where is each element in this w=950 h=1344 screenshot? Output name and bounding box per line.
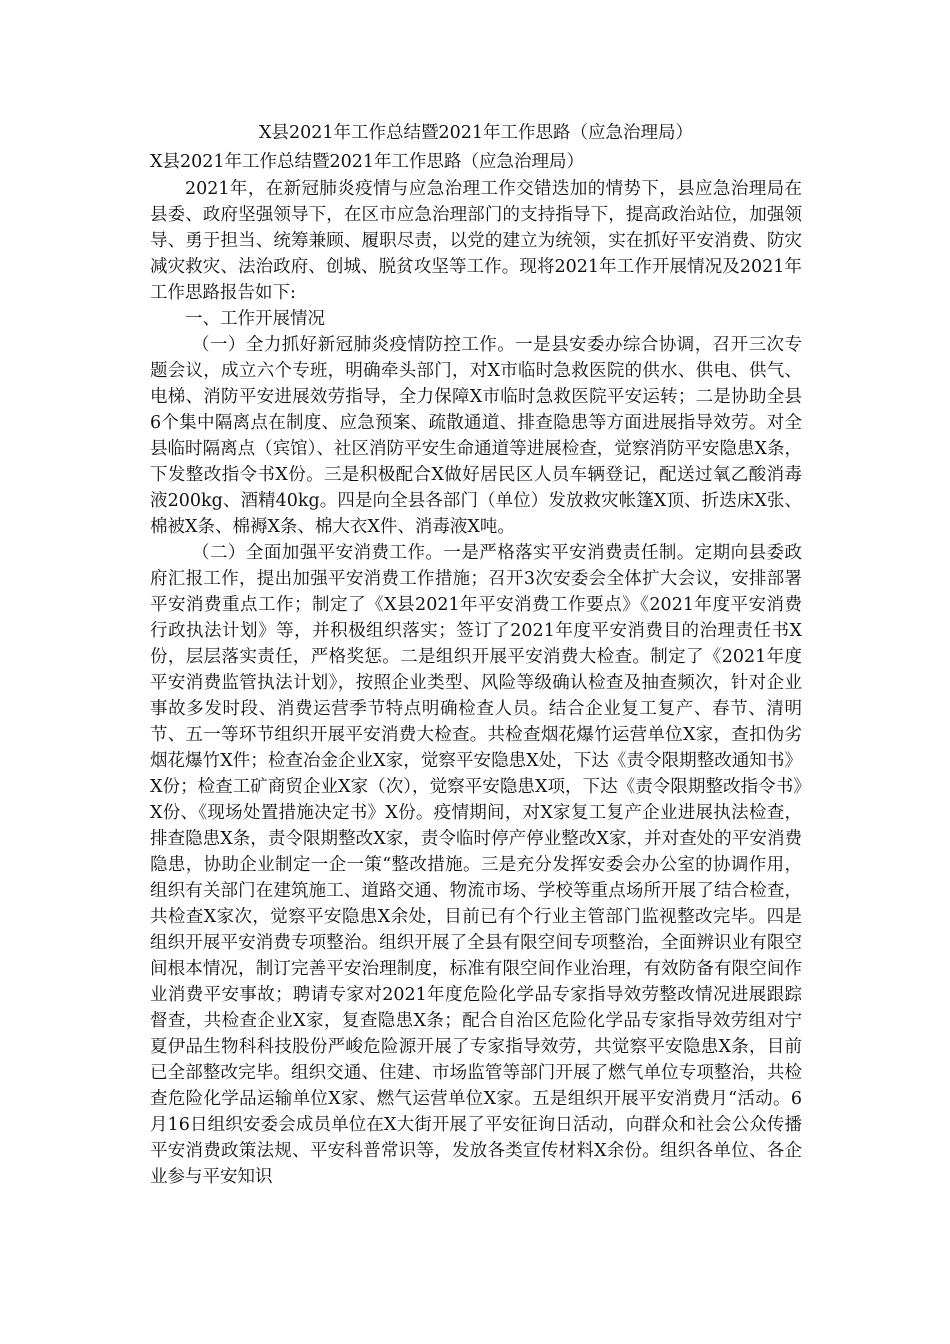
- document-page: [150, 118, 802, 1190]
- paragraph-safety-production: （二）全面加强平安消费工作。一是严格落实平安消费责任制。定期向县委政府汇报工作，提出加强平安消费工作措施；召开3次安委会全体扩大会议，安排部署平安消费重点工作；制定了《X县2021年平安消费工作要点》《2021年度平安消费行政执法计划》等，并积极组织落实；签订了2021年度平安消费目的治理责任书X份，层层落实责任，严格奖惩。二是组织开展平安消费大检查。制定了《2021年度平安消费监管执法计划》，按照企业类型、风险等级确认检查及抽查频次，针对企业事故多发时段、消费运营季节特点明确检查人员。结合企业复工复产、春节、清明节、五一等环节组织开展平安消费大检查。共检查烟花爆竹运营单位X家，查扣伪劣烟花爆竹X件；检查冶金企业X家，觉察平安隐患X处，下达《责令限期整改通知书》X份；检查工矿商贸企业X家（次），觉察平安隐患X项，下达《责令限期整改指令书》X份、《现场处置措施决定书》X份。疫情期间，对X家复工复产企业进展执法检查，排查隐患X条，责令限期整改X家，责令临时停产停业整改X家，并对查处的平安消费隐患，协助企业制定一企一策“整改措施。三是充分发挥安委会办公室的协调作用，组织有关部门在建筑施工、道路交通、物流市场、学校等重点场所开展了结合检查，共检查X家次，觉察平安隐患X余处，目前已有个行业主管部门监视整改完毕。四是组织开展平安消费专项整治。组织开展了全县有限空间专项整治，全面辨识业有限空间根本情况，制订完善平安治理制度，标准有限空间作业治理，有效防备有限空间作业消费平安事故；聘请专家对2021年度危险化学品专家指导效劳整改情况进展跟踪督查，共检查企业X家，复查隐患X条；配合自治区危险化学品专家指导效劳组对宁夏伊品生物科科技股份严峻危险源开展了专家指导效劳，共觉察平安隐患X条，目前已全部整改完毕。组织交通、住建、市场监管等部门开展了燃气单位专项整治，共检查危险化学品运输单位X家、燃气运营单位X家。五是组织开展平安消费月“活动。6月16日组织安委会成员单位在X大街开展了平安征询日活动，向群众和社会公众传播平安消费政策法规、平安科普常识等，发放各类宣传材料X余份。组织各单位、各企业参与平安知识: [150, 543, 802, 1187]
- document-title: X县2021年工作总结暨2021年工作思路（应急治理局）: [258, 123, 694, 143]
- intro-paragraph: 2021年，在新冠肺炎疫情与应急治理工作交错迭加的情势下，县应急治理局在县委、政府坚强领导下，在区市应急治理部门的支持指导下，提高政治站位，加强领导、勇于担当、统筹兼顾、履职尽责，以党的建立为统领，实在抓好平安消费、防灾减灾救灾、法治政府、创城、脱贫攻坚等工作。现将2021年工作开展情况及2021年工作思路报告如下:: [150, 179, 802, 303]
- paragraph-epidemic-control: （一）全力抓好新冠肺炎疫情防控工作。一是县安委办综合协调，召开三次专题会议，成立六个专班，明确牵头部门，对X市临时急救医院的供水、供电、供气、电梯、消防平安进展效劳指导，全力保障X市临时急救医院平安运转；二是协助全县6个集中隔离点在制度、应急预案、疏散通道、排查隐患等方面进展指导效劳。对全县临时隔离点（宾馆）、社区消防平安生命通道等进展检查，觉察消防平安隐患X条，下发整改指令书X份。三是积极配合X做好居民区人员车辆登记，配送过氧乙酸消毒液200kg、酒精40kg。四是向全县各部门（单位）发放救灾帐篷X顶、折迭床X张、棉被X条、棉褥X条、棉大衣X件、消毒液X吨。: [150, 335, 802, 537]
- document-title-repeat: X县2021年工作总结暨2021年工作思路（应急治理局）: [150, 152, 585, 172]
- section-heading-work-progress: 一、工作开展情况: [185, 309, 325, 329]
